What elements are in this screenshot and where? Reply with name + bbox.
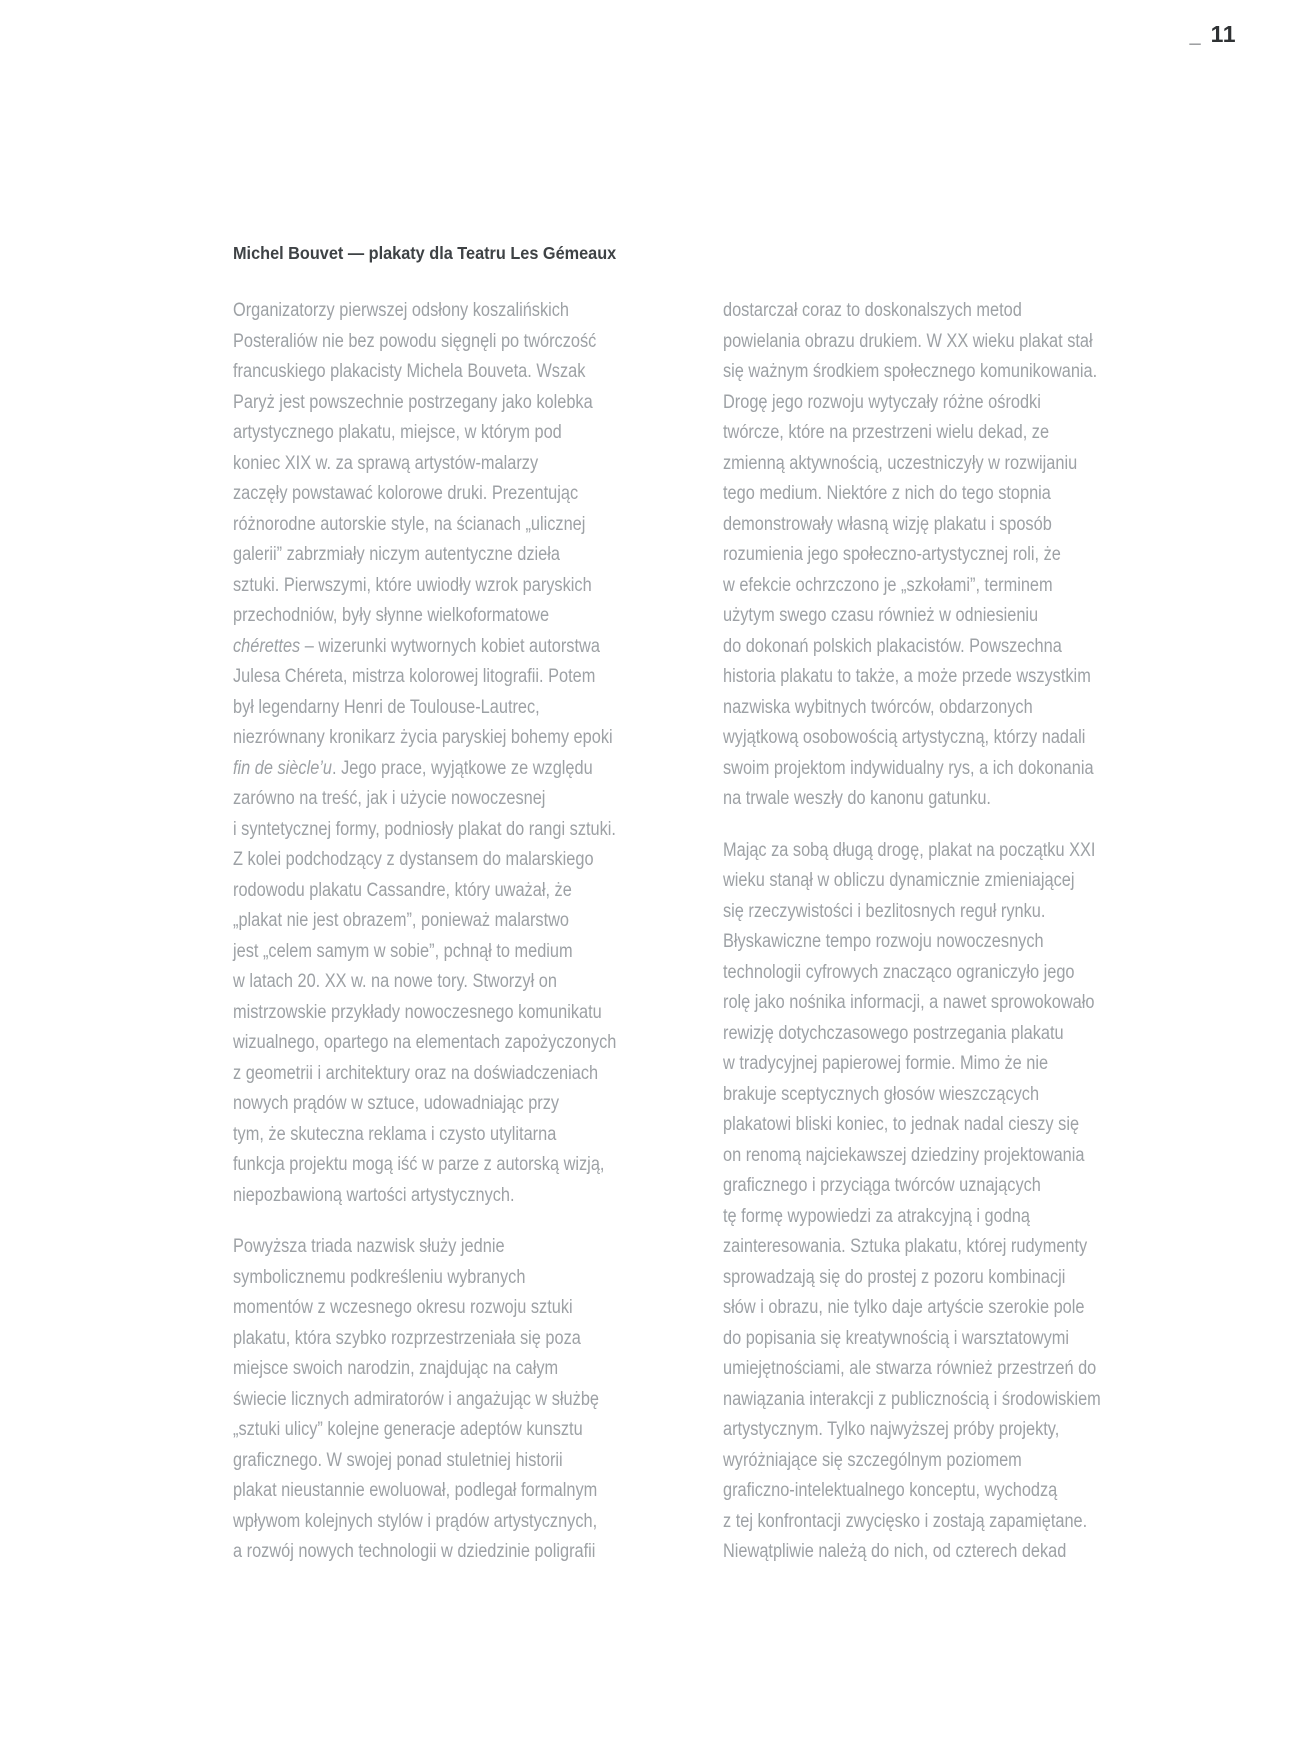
text-line: świecie licznych admiratorów i angażując w służbę <box>233 1388 599 1410</box>
text-line: on renomą najciekawszej dziedziny projektowania <box>723 1144 1085 1166</box>
text-line: w tradycyjnej papierowej formie. Mimo że nie <box>723 1053 1049 1074</box>
text-line: artystycznym. Tylko najwyższej próby projekty, <box>723 1419 1060 1440</box>
text-line: Błyskawiczne tempo rozwoju nowoczesnych <box>723 931 1044 952</box>
text-column-left <box>233 296 647 1568</box>
text-line: wieku stanął w obliczu dynamicznie zmieniającej <box>723 870 1075 891</box>
text-line: wyróżniające się szczególnym poziomem <box>723 1449 1022 1471</box>
text-line: z tej konfrontacji zwycięsko i zostają zapamiętane. <box>723 1510 1088 1532</box>
text-line: historia plakatu to także, a może przede wszystkim <box>723 666 1091 687</box>
text-line: i syntetycznej formy, podniosły plakat do rangi sztuki. <box>233 818 616 840</box>
text-column-right <box>723 296 1137 1568</box>
text-line: różnorodne autorskie style, na ścianach „ulicznej <box>233 513 586 535</box>
text-line: nawiązania interakcji z publicznością i środowiskiem <box>723 1388 1101 1410</box>
text-line: demonstrowały własną wizję plakatu i sposób <box>723 513 1052 535</box>
text-line: momentów z wczesnego okresu rozwoju sztuki <box>233 1297 573 1318</box>
text-line: zaczęły powstawać kolorowe druki. Prezentując <box>233 483 579 504</box>
text-line: na trwale weszły do kanonu gatunku. <box>723 788 991 809</box>
text-line: chérettes – wizerunki wytwornych kobiet autorstwa <box>233 635 600 657</box>
text-line: tego medium. Niektóre z nich do tego stopnia <box>723 483 1051 504</box>
text-line: brakuje sceptycznych głosów wieszczących <box>723 1083 1040 1105</box>
text-line: funkcja projektu mogą iść w parze z autorską wizją, <box>233 1154 605 1175</box>
text-line: rodowodu plakatu Cassandre, który uważał, że <box>233 879 572 901</box>
text-line: przechodniów, były słynne wielkoformatowe <box>233 605 550 626</box>
text-line: Julesa Chéreta, mistrza kolorowej litografii. Potem <box>233 666 596 687</box>
text-line: rewizję dotychczasowego postrzegania plakatu <box>723 1022 1064 1044</box>
text-line: rozumienia jego społeczno-artystycznej roli, że <box>723 544 1061 565</box>
paragraph <box>723 296 1137 815</box>
text-line: tym, że skuteczna reklama i czysto utylitarna <box>233 1123 557 1145</box>
text-line: fin de siècle’u. Jego prace, wyjątkowe ze względu <box>233 757 593 779</box>
paragraph <box>723 836 1137 1568</box>
text-line: miejsce swoich narodzin, znajdując na całym <box>233 1358 559 1379</box>
text-line: „plakat nie jest obrazem”, ponieważ malarstwo <box>233 910 570 931</box>
text-line: był legendarny Henri de Toulouse-Lautrec, <box>233 696 540 718</box>
text-line: „sztuki ulicy” kolejne generacje adeptów kunsztu <box>233 1419 583 1440</box>
text-line: sztuki. Pierwszymi, które uwiodły wzrok paryskich <box>233 574 592 596</box>
text-line: Posteraliów nie bez powodu sięgnęli po twórczość <box>233 330 597 352</box>
paragraph <box>233 1232 647 1568</box>
text-line: się ważnym środkiem społecznego komunikowania. <box>723 361 1098 382</box>
text-line: technologii cyfrowych znacząco ograniczyło jego <box>723 961 1075 983</box>
text-line: wyjątkową osobowością artystyczną, którzy nadali <box>723 727 1086 748</box>
text-line: niezrównany kronikarz życia paryskiej bohemy epoki <box>233 727 613 748</box>
text-line: twórcze, które na przestrzeni wielu dekad, ze <box>723 422 1050 443</box>
text-line: do dokonań polskich plakacistów. Powszechna <box>723 635 1062 657</box>
text-line: graficznego i przyciąga twórców uznających <box>723 1175 1041 1196</box>
text-line: dostarczał coraz to doskonalszych metod <box>723 300 1022 321</box>
text-line: artystycznego plakatu, miejsce, w którym pod <box>233 422 562 443</box>
text-line: w efekcie ochrzczono je „szkołami”, terminem <box>723 574 1053 596</box>
text-line: plakatu, która szybko rozprzestrzeniała się poza <box>233 1327 581 1349</box>
text-line: powielania obrazu drukiem. W XX wieku plakat stał <box>723 330 1093 352</box>
text-line: sprowadzają się do prostej z pozoru kombinacji <box>723 1266 1066 1288</box>
page-number <box>1190 22 1236 46</box>
text-line: Paryż jest powszechnie postrzegany jako kolebka <box>233 391 593 413</box>
text-line: Drogę jego rozwoju wytyczały różne ośrodki <box>723 391 1041 413</box>
text-line: zarówno na treść, jak i użycie nowoczesnej <box>233 788 546 809</box>
text-line: plakatowi bliski koniec, to jednak nadal cieszy się <box>723 1114 1080 1135</box>
text-line: a rozwój nowych technologii w dziedzinie poligrafii <box>233 1541 596 1562</box>
text-line: galerii” zabrzmiały niczym autentyczne dzieła <box>233 544 560 565</box>
text-line: symbolicznemu podkreśleniu wybranych <box>233 1266 526 1288</box>
text-line: Niewątpliwie należą do nich, od czterech dekad <box>723 1541 1067 1562</box>
text-line: do popisania się kreatywnością i warsztatowymi <box>723 1327 1070 1349</box>
text-line: zmienną aktywnością, uczestniczyły w rozwijaniu <box>723 452 1078 474</box>
page-number-dash: _ <box>1189 25 1201 48</box>
text-line: Mając za sobą długą drogę, plakat na początku XXI <box>723 839 1096 861</box>
text-line: graficznego. W swojej ponad stuletniej historii <box>233 1449 563 1471</box>
text-line: Z kolei podchodzący z dystansem do malarskiego <box>233 849 594 870</box>
article-title: Michel Bouvet — plakaty dla Teatru Les Gémeaux <box>233 243 617 263</box>
text-line: użytym swego czasu również w odniesieniu <box>723 605 1039 626</box>
text-line: plakat nieustannie ewoluował, podlegał formalnym <box>233 1480 598 1501</box>
text-line: rolę jako nośnika informacji, a nawet sprowokowało <box>723 992 1095 1013</box>
text-line: tę formę wypowiedzi za atrakcyjną i godną <box>723 1205 1030 1227</box>
text-line: mistrzowskie przykłady nowoczesnego komunikatu <box>233 1001 602 1023</box>
text-line: swoim projektom indywidualny rys, a ich dokonania <box>723 757 1094 779</box>
text-line: z geometrii i architektury oraz na doświadczeniach <box>233 1062 599 1084</box>
text-line: wpływom kolejnych stylów i prądów artystycznych, <box>233 1510 598 1532</box>
text-line: nazwiska wybitnych twórców, obdarzonych <box>723 696 1033 718</box>
text-line: koniec XIX w. za sprawą artystów-malarzy <box>233 452 539 474</box>
page-number-value: 11 <box>1210 21 1236 47</box>
paragraph <box>233 296 647 1211</box>
text-line: niepozbawioną wartości artystycznych. <box>233 1184 515 1206</box>
text-line: słów i obrazu, nie tylko daje artyście szerokie pole <box>723 1297 1085 1318</box>
text-line: Powyższa triada nazwisk służy jednie <box>233 1236 505 1257</box>
text-line: w latach 20. XX w. na nowe tory. Stworzył on <box>233 971 557 992</box>
text-line: francuskiego plakacisty Michela Bouveta. Wszak <box>233 361 586 382</box>
text-line: jest „celem samym w sobie”, pchnął to medium <box>233 940 573 962</box>
text-line: nowych prądów w sztuce, udowadniając przy <box>233 1093 560 1114</box>
text-line: zainteresowania. Sztuka plakatu, której rudymenty <box>723 1236 1088 1257</box>
text-line: graficzno-intelektualnego konceptu, wychodzą <box>723 1480 1058 1501</box>
text-line: umiejętnościami, ale stwarza również przestrzeń do <box>723 1358 1097 1379</box>
text-line: Organizatorzy pierwszej odsłony koszalińskich <box>233 300 570 321</box>
text-line: się rzeczywistości i bezlitosnych reguł rynku. <box>723 900 1046 922</box>
text-line: wizualnego, opartego na elementach zapożyczonych <box>233 1032 617 1053</box>
